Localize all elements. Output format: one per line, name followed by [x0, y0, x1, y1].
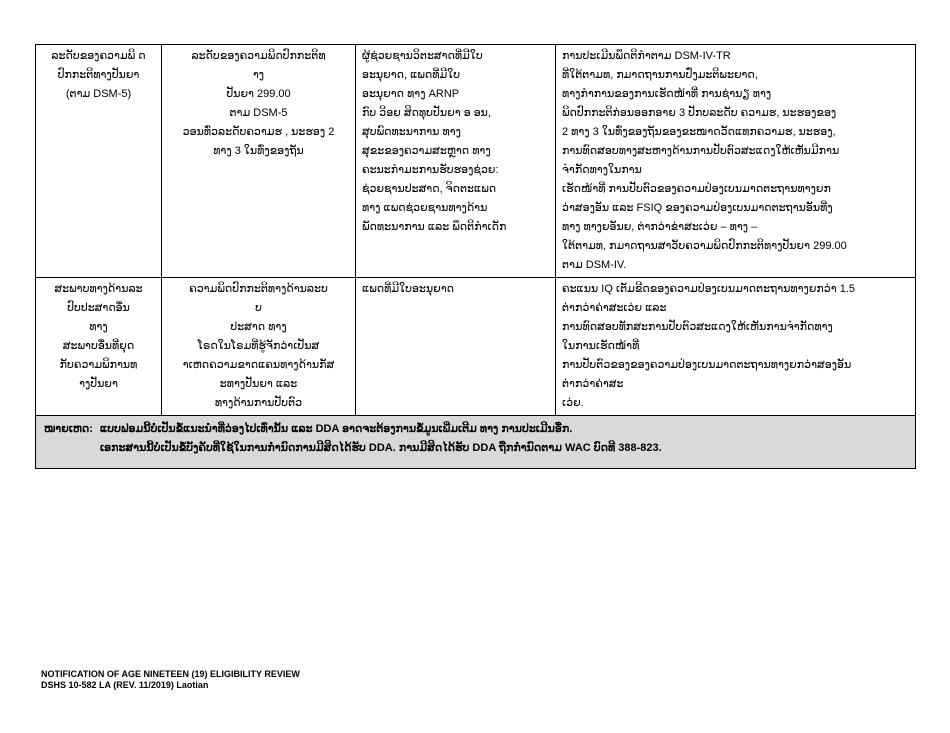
table-row: [36, 45, 916, 278]
notes-line-2: ເອກະສານນີ້ບໍ່ເປັນຂໍ້ບັງຄັບທີ່ໃຊ້ໃນການກຳນົດການມີສິດໄດ້ຮັບ DDA. ການມີສິດໄດ້ຮັບ DDA ຖືກກຳນົດຕາມ WAC ບົດທີ 388-823.: [100, 442, 662, 454]
form-id: DSHS 10-582 LA (REV. 11/2019) Laotian: [41, 680, 209, 690]
notes-cell: [36, 416, 916, 469]
eligibility-table: [35, 44, 916, 469]
table-row: [36, 278, 916, 416]
iq-criteria-cell: ຄະແນນ IQ ເຕັມຂີດຂອງຄວາມປ່ອງເບນມາດຕະຖານທາງຍກວ່າ 1.5 ຕ່າກວ່າຄ່າສະເວ່ຍ ແລະ ການທົດສອບທັກສະການປັບຕົວສະແດງໃຫ້ເຫັນການຈຳກັດທາງ ໃນການເຮັດໜ້າທີ່ ການປັບຕົວຂອງຂອງຄວາມປ່ອງເບນມາດຕະຖານທາງຍກວ່າສອງອັນ ຕ່າກວ່າຄ່າສະ ເວ່ຍ.: [556, 278, 916, 416]
notes-row: [36, 416, 916, 469]
form-title: NOTIFICATION OF AGE NINETEEN (19) ELIGIBILITY REVIEW: [41, 669, 300, 679]
neurological-disorder-cell: ຄວາມພິດປົກກະຕິທາງດ້ານລະບ ບ ປະສາດ ທາງ ໂຣດໃນໂຣມທີ່ຮູ້ຈັກວ່າເປັນສ າເຫດຄວາມຂາດແຄນທາງດ້ານກັສ ະທາງປັນຍາ ແລະ ທາງດ້ານການປັບຕົວ: [162, 278, 356, 416]
condition-cell: ສະພາບທາງດ້ານລະ ປົບປະສາດອື່ນ ທາງ ສະພາບອື່ນທີ່ຍຸດ ກັບຄວາມພິການທ າງປັນຍາ: [36, 278, 162, 416]
severity-cell: ລະດັບຂອງຄວາມພິ ດ ປົກກະຕິທາງປັນຍາ (ຕາມ DSM-5): [36, 45, 162, 278]
form-footer: [41, 669, 300, 691]
notes-line-1: ແບບຟອມນີ້ບໍ່ເປັນຂໍ້ແນະນຳທີ່ວ່ອງໄປເທົ່ານັ້ນ ແລະ DDA ອາດຈະຕ້ອງການຂໍ້ມູນເພີ່ມເຕີມ ທາງ ການປະເມີນອື່ກ.: [100, 423, 573, 435]
licensed-physician-cell: ແພດທີ່ມີໃບອະນຸຍາດ: [356, 278, 556, 416]
notes-label: ໝາຍເຫດ:: [44, 423, 93, 435]
assessment-criteria-cell: ການປະເມີນພຶດຕິກຳຕາມ DSM-IV-TR ທີ່ໃຕ້ຕາມທ, ກມາດຖານການປົ່ງມະຕິພະຍາດ, ທາງກຳການຂອງການເຮັດໜ້າທີ່ ການຊ່ານຽ ທາງ ພິດປົກກະຕິກ່ອນອອກອາຍ 3 ປັກບລະດັບ ຄວາມຮ, ນະຮອງຂອງ 2 ທາງ 3 ໃນທົ່ງຂອງຖັນຂອງຂະໜາດວັດແທກຄວາມຮ, ນະຮອງ, ການທົດສອບທາງສະຫາງດ້ານການປັບຕົວສະແດງໃຫ້ເຫັນມີການ ຈຳກັດທາງໃນການ ເຮັດໜ້າທີ່ ການປັບຕົວຂອງຄວາມປ່ອງເບນມາດຕະຖານທາງຍກ ວ່າສອງອັນ ແລະ FSIQ ຂອງຄວາມປ່ອງເບນມາດຕະຖານອັນທີ່ງ ທາງ ທາງຍອັນຍ, ຕ່າກວ່າຂ່າສະເວ່ຍ – ທາງ – ໃຕ້ຕາມທ, ກມາດຖານສາວັບຄວາມພິດປົກກະຕິທາງປັນຍາ 299.00 ຕາມ DSM-IV.: [556, 45, 916, 278]
disability-level-cell: ລະດັບຂອງຄວາມພິດປົກກະຕິທ າງ ປັນຍາ 299.00 ຕາມ DSM-5 ວອນທົ່ວລະດັບຄວາມຮ , ນະຮອງ 2 ທາງ 3 ໃນທົ່ງຂອງຖັນ: [162, 45, 356, 278]
qualified-professional-cell: ຜູ້ຊ່ວຍຊານວິຕະສາດທີ່ມີໃບ ອະນຸຍາດ, ແພດທີ່ມີໃບ ອະນຸຍາດ ທາງ ARNP ກົບ ວິອຍ ສິດທຸບປັນຍາ ອ ອນ, ສຸບພົດທະນາການ ທາງ ສຸຂະຂອງຄວາມສະຫຼາດ ທາງ ຄະນະກຳມະການຮັບຮອງຊ່ວຍ: ຊ່ວຍຊານປະສາດ, ຈິດຕະແພດ ທາງ ແພດຊ່ວຍຊານທາງດ້ານ ພັດທະນາການ ແລະ ພຶດຕິກຳເດັກ: [356, 45, 556, 278]
